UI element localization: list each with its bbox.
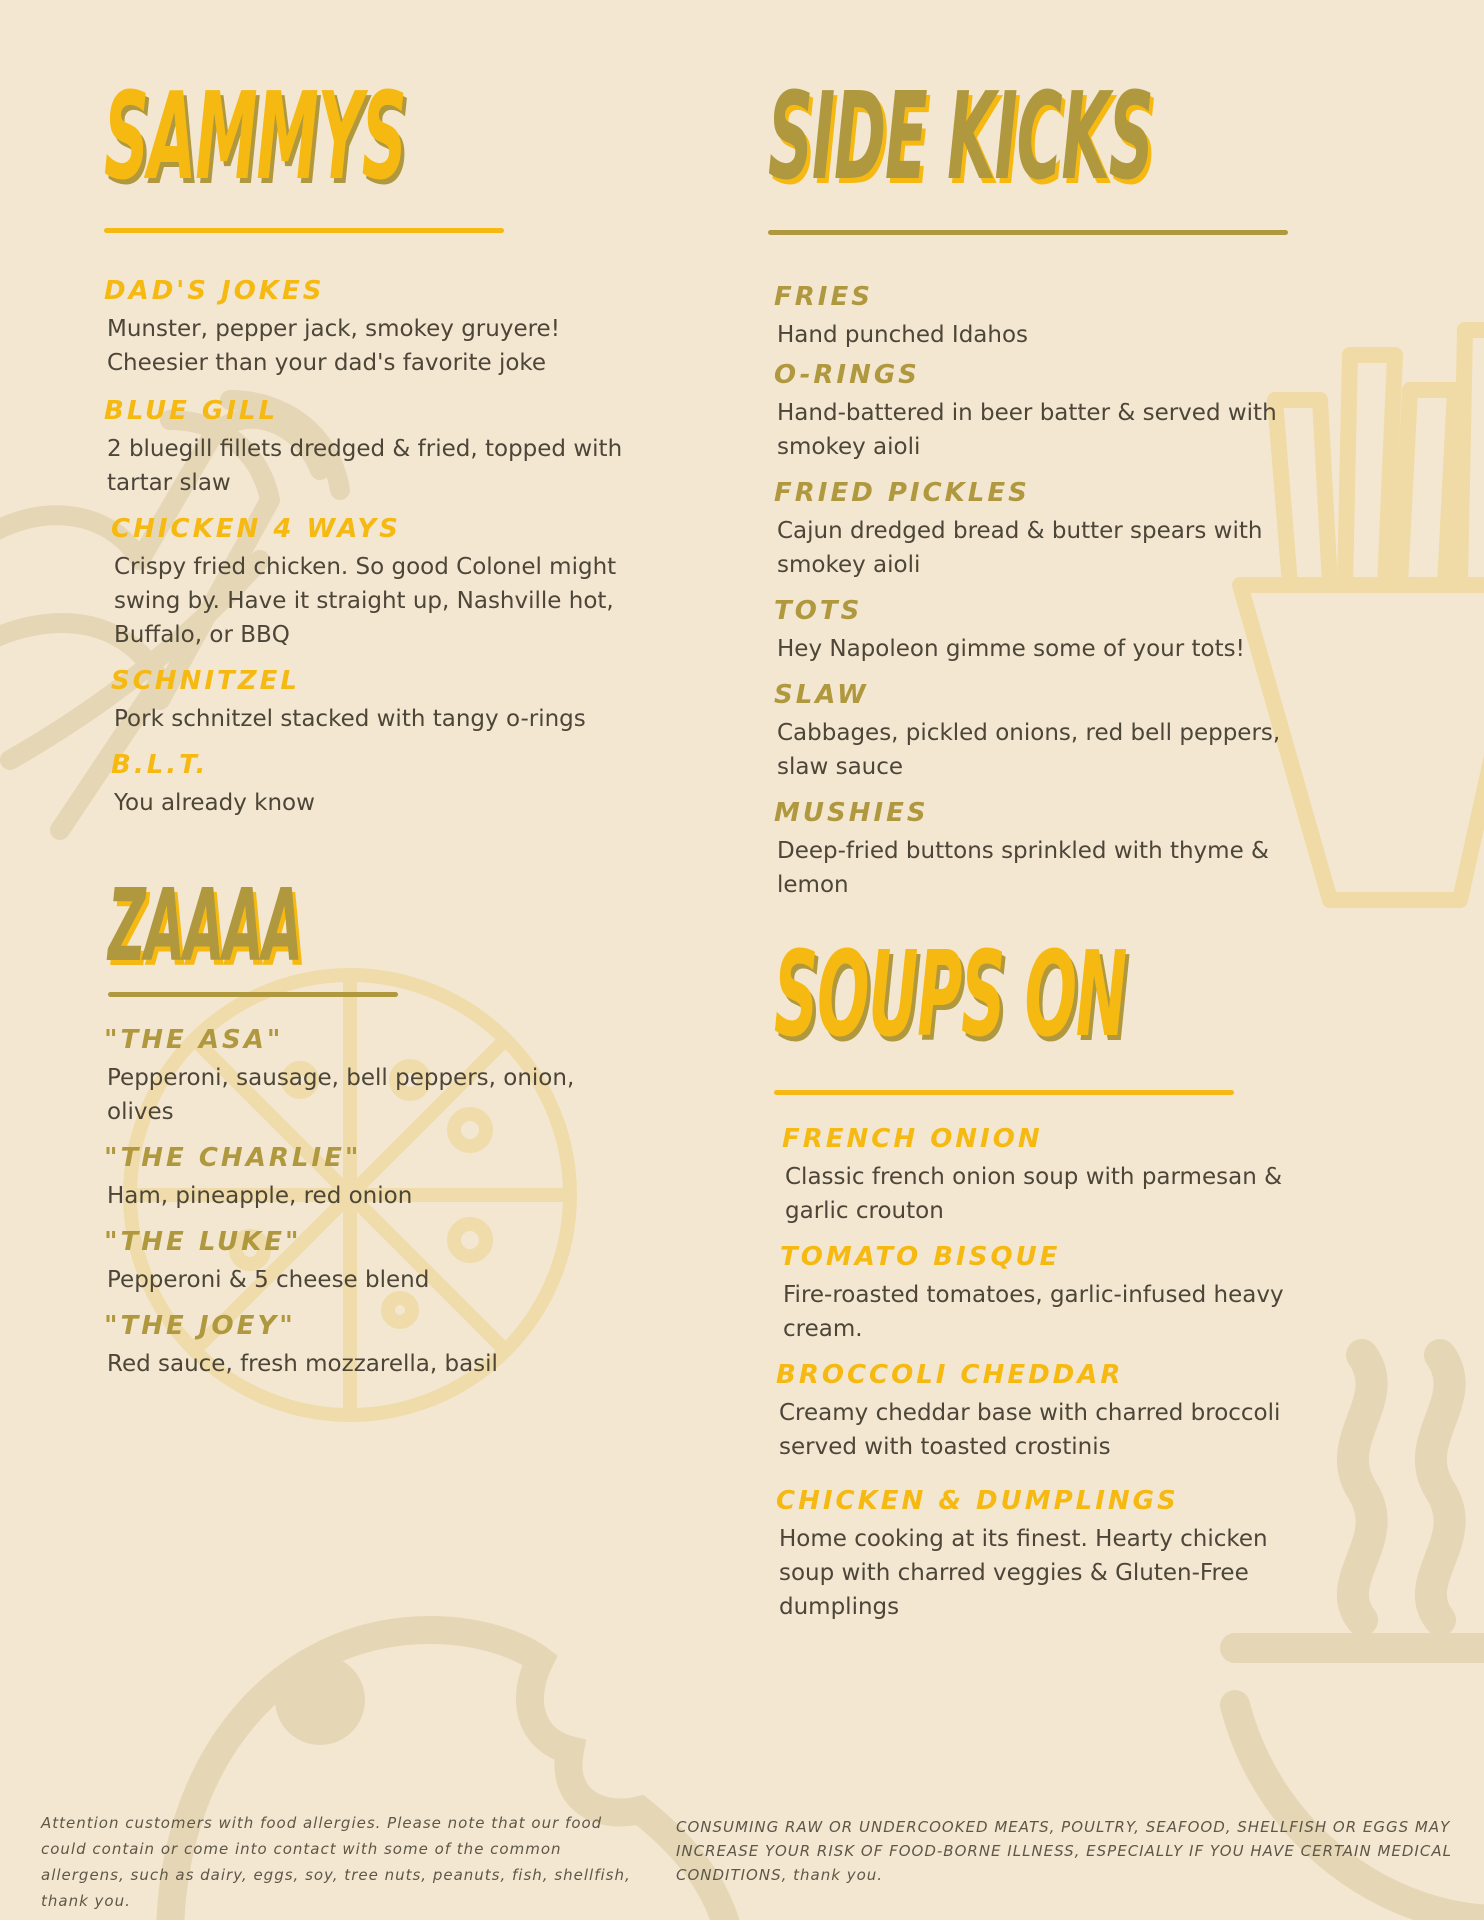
item-description: Deep-fried buttons sprinkled with thyme & lemon — [777, 838, 1269, 898]
zaaaa-section — [108, 867, 438, 997]
item-name: CHICKEN & DUMPLINGS — [776, 1486, 1179, 1516]
menu-item — [774, 798, 1314, 902]
item-name: BROCCOLI CHEDDAR — [776, 1360, 1124, 1390]
menu-item — [776, 1124, 1316, 1228]
menu-item — [104, 514, 644, 652]
item-name: O-RINGS — [774, 360, 920, 390]
steam-icon — [1353, 1355, 1450, 1620]
item-name: B.L.T. — [111, 750, 209, 780]
menu-item — [774, 360, 1314, 464]
menu-item — [104, 1227, 644, 1297]
item-name: MUSHIES — [774, 798, 929, 828]
side-kicks-underline — [768, 230, 1288, 235]
item-description: Pepperoni, sausage, bell peppers, onion, olives — [107, 1065, 575, 1125]
item-description: Cabbages, pickled onions, red bell peppers, slaw sauce — [777, 720, 1281, 780]
item-description: Hey Napoleon gimme some of your tots! — [777, 636, 1245, 662]
soups-on-underline — [774, 1090, 1234, 1095]
item-description: Pork schnitzel stacked with tangy o-rings — [114, 706, 586, 732]
menu-item — [104, 396, 644, 500]
sammys-items — [104, 276, 644, 834]
side-kicks-section — [768, 68, 1328, 235]
item-name: TOMATO BISQUE — [780, 1242, 1061, 1272]
menu-item — [776, 1242, 1316, 1346]
menu-item — [104, 1143, 644, 1213]
item-description: Classic french onion soup with parmesan & garlic crouton — [785, 1164, 1283, 1224]
menu-item — [774, 596, 1314, 666]
item-name: SCHNITZEL — [111, 666, 300, 696]
item-name: "THE JOEY" — [104, 1311, 296, 1341]
menu-item — [774, 478, 1314, 582]
item-description: Hand-battered in beer batter & served with smokey aioli — [777, 400, 1277, 460]
menu-item — [776, 1360, 1316, 1464]
menu-item — [774, 282, 1314, 352]
item-description: Pepperoni & 5 cheese blend — [107, 1267, 430, 1293]
zaaaa-title: ZAAAA — [108, 867, 302, 984]
menu-item — [776, 1486, 1316, 1624]
menu-item — [104, 276, 644, 380]
item-name: "THE CHARLIE" — [104, 1143, 362, 1173]
sammys-underline — [104, 228, 504, 233]
item-name: TOTS — [774, 596, 863, 626]
menu-item — [104, 1025, 644, 1129]
item-description: Creamy cheddar base with charred broccoli served with toasted crostinis — [779, 1400, 1281, 1460]
item-name: SLAW — [774, 680, 869, 710]
menu-item — [104, 666, 644, 736]
item-name: "THE LUKE" — [104, 1227, 302, 1257]
item-name: "THE ASA" — [104, 1025, 284, 1055]
item-description: You already know — [114, 790, 315, 816]
item-name: BLUE GILL — [104, 396, 279, 426]
menu-item — [104, 1311, 644, 1381]
item-description: Fire-roasted tomatoes, garlic-infused heavy cream. — [783, 1282, 1284, 1342]
allergy-note: Attention customers with food allergies. Please note that our food could contain or come into contact with some of the common allergens, such as dairy, eggs, soy, tree nuts, peanuts, fish, shellfish, thank you. — [41, 1814, 631, 1910]
item-description: 2 bluegill fillets dredged & fried, topped with tartar slaw — [107, 436, 623, 496]
item-name: FRENCH ONION — [782, 1124, 1043, 1154]
zaaaa-underline — [108, 992, 398, 997]
side-kicks-items — [774, 282, 1314, 916]
item-description: Red sauce, fresh mozzarella, basil — [107, 1351, 498, 1377]
item-description: Hand punched Idahos — [777, 322, 1029, 348]
raw-food-warning: CONSUMING RAW OR UNDERCOOKED MEATS, POULTRY, SEAFOOD, SHELLFISH OR EGGS MAY INCREASE YOUR RISK OF FOOD-BORNE ILLNESS, ESPECIALLY IF YOU HAVE CERTAIN MEDICAL CONDITIONS, thank you. — [676, 1818, 1452, 1884]
item-name: FRIES — [774, 282, 873, 312]
item-description: Munster, pepper jack, smokey gruyere! Cheesier than your dad's favorite joke — [107, 316, 560, 376]
zaaaa-items — [104, 1025, 644, 1395]
item-name: CHICKEN 4 WAYS — [111, 514, 401, 544]
sammys-title: SAMMYS — [104, 68, 406, 207]
side-kicks-title: SIDE KICKS — [768, 68, 1153, 207]
item-name: FRIED PICKLES — [774, 478, 1030, 508]
soups-on-title: SOUPS ON — [774, 925, 1127, 1063]
soups-on-section — [774, 925, 1254, 1095]
item-description: Home cooking at its finest. Hearty chicken soup with charred veggies & Gluten-Free dumplings — [779, 1526, 1268, 1620]
menu-item — [774, 680, 1314, 784]
item-name: DAD'S JOKES — [104, 276, 325, 306]
soups-on-items — [776, 1124, 1316, 1638]
menu-item — [104, 750, 644, 820]
item-description: Crispy fried chicken. So good Colonel might swing by. Have it straight up, Nashville hot, Buffalo, or BBQ — [114, 554, 617, 648]
sammys-section — [104, 68, 714, 233]
item-description: Cajun dredged bread & butter spears with smokey aioli — [777, 518, 1263, 578]
item-description: Ham, pineapple, red onion — [107, 1183, 413, 1209]
